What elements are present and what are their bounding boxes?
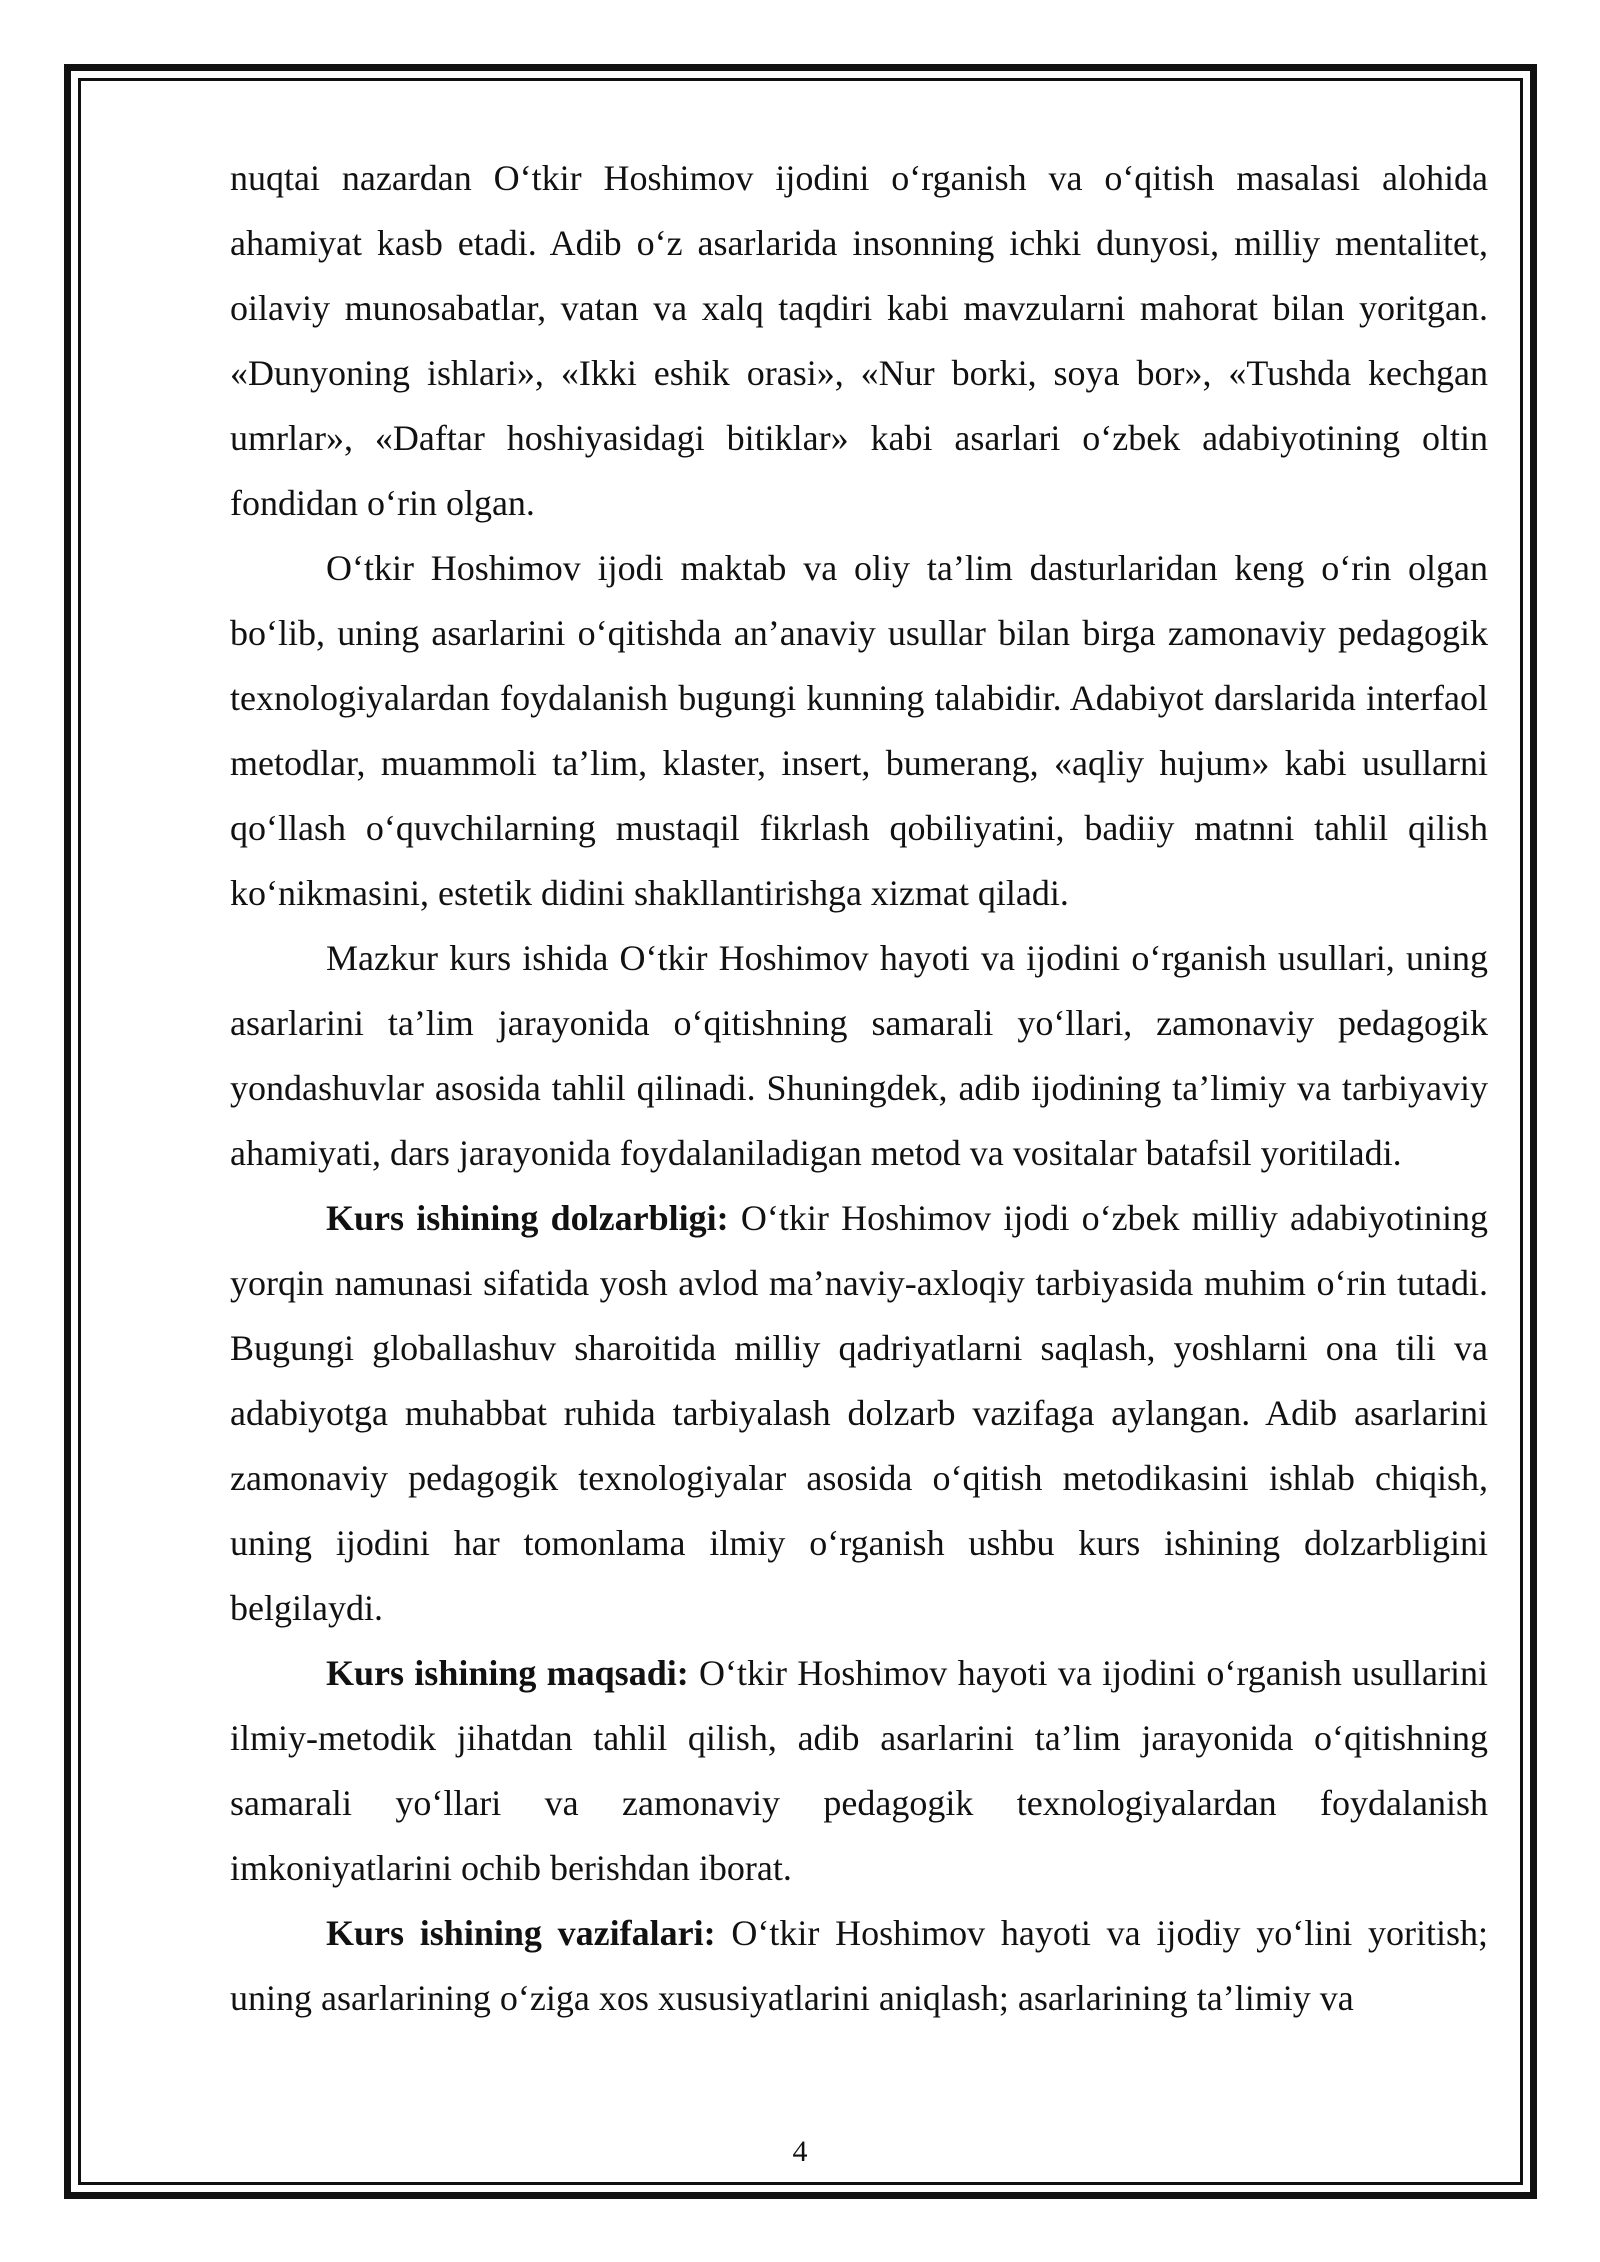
paragraph-text: nuqtai nazardan O‘tkir Hoshimov ijodini o‘rganish va o‘qitish masalasi alohida ahamiyat kasb etadi. Adib o‘z asarlarida insonning ichki dunyosi, milliy mentalitet, oilaviy munosabatlar, vatan va xalq taqdiri kabi mavzularni mahorat bilan yoritgan. «Dunyoning ishlari», «Ikki eshik orasi», «Nur borki, soya bor», «Tushda kechgan umrlar», «Daftar hoshiyasidagi bitiklar» kabi asarlari o‘zbek adabiyotining oltin fondidan o‘rin olgan. [230,158,1488,523]
paragraph-relevance [230,1186,1488,1641]
paragraph-1 [230,146,1488,536]
paragraph-text: O‘tkir Hoshimov ijodi o‘zbek milliy adabiyotining yorqin namunasi sifatida yosh avlod ma’naviy-axloqiy tarbiyasida muhim o‘rin tutadi. Bugungi globallashuv sharoitida milliy qadriyatlarni saqlash, yoshlarni ona tili va adabiyotga muhabbat ruhida tarbiyalash dolzarb vazifaga aylangan. Adib asarlarini zamonaviy pedagogik texnologiyalar asosida o‘qitish metodikasini ishlab chiqish, uning ijodini har tomonlama ilmiy o‘rganish ushbu kurs ishining dolzarbligini belgilaydi. [230,1198,1488,1628]
paragraph-text: O‘tkir Hoshimov ijodi maktab va oliy ta’lim dasturlaridan keng o‘rin olgan bo‘lib, uning asarlarini o‘qitishda an’anaviy usullar bilan birga zamonaviy pedagogik texnologiyalardan foydalanish bugungi kunning talabidir. Adabiyot darslarida interfaol metodlar, muammoli ta’lim, klaster, insert, bumerang, «aqliy hujum» kabi usullarni qo‘llash o‘quvchilarning mustaqil fikrlash qobiliyatini, badiiy matnni tahlil qilish ko‘nikmasini, estetik didini shakllantirishga xizmat qiladi. [230,548,1488,913]
tasks-heading: Kurs ishining vazifalari: [326,1913,716,1953]
paragraph-text: Mazkur kurs ishida O‘tkir Hoshimov hayoti va ijodini o‘rganish usullari, uning asarlarini ta’lim jarayonida o‘qitishning samarali yo‘llari, zamonaviy pedagogik yondashuvlar asosida tahlil qilinadi. Shuningdek, adib ijodining ta’limiy va tarbiyaviy ahamiyati, dars jarayonida foydalaniladigan metod va vositalar batafsil yoritiladi. [230,938,1488,1173]
paragraph-goal [230,1641,1488,1901]
goal-heading: Kurs ishining maqsadi: [326,1653,689,1693]
paragraph-3 [230,926,1488,1186]
paragraph-tasks [230,1901,1488,2031]
page-number: 4 [792,2135,808,2168]
relevance-heading: Kurs ishining dolzarbligi: [326,1198,729,1238]
paragraph-2 [230,536,1488,926]
document-body [230,146,1488,2031]
paragraph-text: O‘tkir Hoshimov hayoti va ijodini o‘rganish usullarini ilmiy-metodik jihatdan tahlil qilish, adib asarlarini ta’lim jarayonida o‘qitishning samarali yo‘llari va zamonaviy pedagogik texnologiyalardan foydalanish imkoniyatlarini ochib berishdan iborat. [230,1653,1488,1888]
paragraph-text: O‘tkir Hoshimov hayoti va ijodiy yo‘lini yoritish; uning asarlarining o‘ziga xos xususiyatlarini aniqlash; asarlarining ta’limiy va [230,1913,1488,2018]
